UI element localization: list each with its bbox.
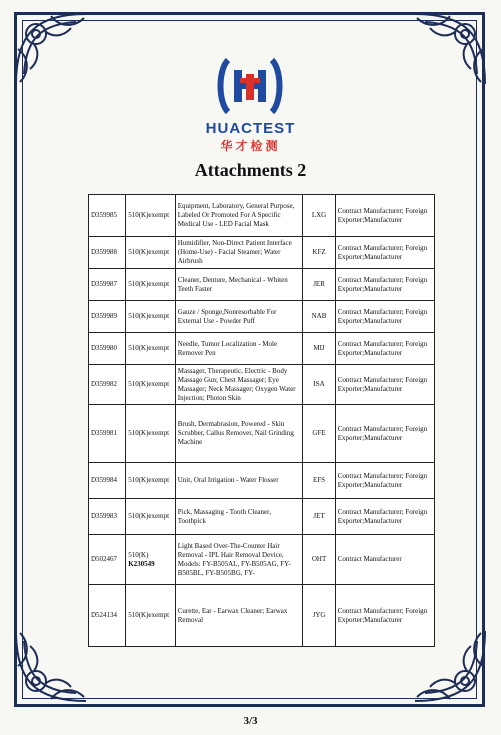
device-id-text: D359988 bbox=[91, 248, 118, 256]
device-id-text: D502467 bbox=[91, 555, 118, 563]
product-code-cell bbox=[303, 365, 335, 405]
exemption-cell bbox=[126, 365, 176, 405]
product-code-text: JYG bbox=[312, 611, 326, 619]
device-id-text: D359984 bbox=[91, 476, 118, 484]
product-code-text: KFZ bbox=[312, 248, 326, 256]
device-id-text: D359985 bbox=[91, 211, 118, 219]
exemption-cell bbox=[126, 237, 176, 269]
product-code-cell bbox=[303, 499, 335, 535]
device-description-text: Pick, Massaging - Tooth Cleaner, Toothpick bbox=[177, 507, 271, 525]
device-id-cell bbox=[89, 535, 126, 585]
product-code-cell bbox=[303, 463, 335, 499]
table-row bbox=[89, 585, 435, 647]
device-id-cell bbox=[89, 301, 126, 333]
exemption-cell bbox=[126, 499, 176, 535]
device-description-text: Humidifier, Non-Direct Patient Interface (Home-Use) - Facial Steamer; Water Airbrush bbox=[177, 239, 292, 265]
operation-role-text: Contract Manufacturer; Foreign Exporter;Manufacturer bbox=[337, 307, 428, 325]
exemption-text: 510(K)exempt bbox=[128, 312, 170, 320]
product-code-text: MIJ bbox=[313, 344, 325, 352]
device-description-cell bbox=[175, 269, 303, 301]
page-number: 3/3 bbox=[243, 715, 258, 727]
exemption-cell bbox=[126, 269, 176, 301]
exemption-cell bbox=[126, 195, 176, 237]
product-code-text: JET bbox=[313, 512, 325, 520]
operation-role-text: Contract Manufacturer; Foreign Exporter;Manufacturer bbox=[337, 507, 428, 525]
device-id-cell bbox=[89, 365, 126, 405]
device-id-cell bbox=[89, 499, 126, 535]
exemption-text: 510(K)exempt bbox=[128, 476, 170, 484]
operation-role-cell bbox=[335, 301, 434, 333]
product-code-cell bbox=[303, 585, 335, 647]
operation-role-cell bbox=[335, 405, 434, 463]
device-description-text: Light Based Over-The-Counter Hair Removal - IPL Hair Removal Device, Models: FY-B505AL, FY-B505AG, FY-B505BL, FY-B505BG, FY- bbox=[177, 541, 291, 577]
exemption-cell bbox=[126, 405, 176, 463]
operation-role-cell bbox=[335, 237, 434, 269]
device-description-cell bbox=[175, 499, 303, 535]
operation-role-cell bbox=[335, 269, 434, 301]
operation-role-cell bbox=[335, 333, 434, 365]
operation-role-text: Contract Manufacturer; Foreign Exporter;Manufacturer bbox=[337, 471, 428, 489]
device-id-cell bbox=[89, 195, 126, 237]
device-id-text: D359989 bbox=[91, 312, 118, 320]
device-description-text: Cleaner, Denture, Mechanical - Whiten Teeth Faster bbox=[177, 275, 288, 293]
table-row bbox=[89, 463, 435, 499]
table-row bbox=[89, 301, 435, 333]
operation-role-text: Contract Manufacturer; Foreign Exporter;Manufacturer bbox=[337, 243, 428, 261]
corner-ornament-top-left bbox=[6, 4, 116, 94]
device-id-cell bbox=[89, 237, 126, 269]
product-code-cell bbox=[303, 535, 335, 585]
exemption-cell bbox=[126, 463, 176, 499]
product-code-text: JER bbox=[313, 280, 325, 288]
table-row bbox=[89, 269, 435, 301]
exemption-cell bbox=[126, 333, 176, 365]
product-code-text: ISA bbox=[313, 380, 325, 388]
device-description-text: Massager, Therapeutic, Electric - Body Massage Gun; Chest Massager; Eye Massager; Neck Massager; Oxygen Water Injection; Photon Skin bbox=[177, 366, 296, 402]
device-id-text: D359981 bbox=[91, 429, 118, 437]
device-id-text: D359982 bbox=[91, 380, 118, 388]
operation-role-text: Contract Manufacturer; Foreign Exporter;Manufacturer bbox=[337, 275, 428, 293]
operation-role-cell bbox=[335, 499, 434, 535]
device-id-cell bbox=[89, 405, 126, 463]
product-code-cell bbox=[303, 269, 335, 301]
k-number-text: K230549 bbox=[128, 559, 155, 568]
product-code-text: OHT bbox=[311, 555, 327, 563]
device-description-text: Curette, Ear - Earwax Cleaner; Earwax Removal bbox=[177, 606, 288, 624]
device-id-text: D524134 bbox=[91, 611, 118, 619]
device-description-cell bbox=[175, 333, 303, 365]
page-title: Attachments 2 bbox=[194, 160, 307, 180]
table-row bbox=[89, 499, 435, 535]
exemption-text: 510(K)exempt bbox=[128, 512, 170, 520]
device-description-text: Gauze / Sponge,Nonresorbable For External Use - Powder Puff bbox=[177, 307, 277, 325]
corner-ornament-top-right bbox=[385, 4, 495, 94]
table-row bbox=[89, 333, 435, 365]
device-id-text: D359980 bbox=[91, 344, 118, 352]
exemption-cell bbox=[126, 535, 176, 585]
attachments-table bbox=[88, 194, 435, 647]
device-description-cell bbox=[175, 237, 303, 269]
device-description-cell bbox=[175, 365, 303, 405]
exemption-text: 510(K)exempt bbox=[128, 611, 170, 619]
exemption-cell bbox=[126, 585, 176, 647]
operation-role-text: Contract Manufacturer; Foreign Exporter;Manufacturer bbox=[337, 606, 428, 624]
product-code-cell bbox=[303, 405, 335, 463]
device-description-text: Unit, Oral Irrigation - Water Flosser bbox=[177, 476, 279, 484]
device-description-cell bbox=[175, 463, 303, 499]
table-row bbox=[89, 195, 435, 237]
device-description-cell bbox=[175, 405, 303, 463]
product-code-cell bbox=[303, 195, 335, 237]
table-row bbox=[89, 535, 435, 585]
exemption-text: 510(K)exempt bbox=[128, 280, 170, 288]
product-code-text: EFS bbox=[312, 476, 326, 484]
product-code-cell bbox=[303, 237, 335, 269]
exemption-text: 510(K)exempt bbox=[128, 344, 170, 352]
product-code-text: NAB bbox=[311, 312, 327, 320]
product-code-text: GFE bbox=[312, 429, 326, 437]
device-description-text: Equipment, Laboratory, General Purpose, Labeled Or Promoted For A Specific Medical Use - LED Facial Mask bbox=[177, 202, 295, 228]
device-id-text: D359983 bbox=[91, 512, 118, 520]
table-row bbox=[89, 237, 435, 269]
operation-role-text: Contract Manufacturer; Foreign Exporter;Manufacturer bbox=[337, 339, 428, 357]
exemption-text: 510(K)exempt bbox=[128, 380, 170, 388]
operation-role-cell bbox=[335, 365, 434, 405]
device-description-cell bbox=[175, 301, 303, 333]
device-id-cell bbox=[89, 269, 126, 301]
operation-role-cell bbox=[335, 195, 434, 237]
operation-role-cell bbox=[335, 585, 434, 647]
exemption-text: 510(K)exempt bbox=[128, 211, 170, 219]
brand-name-chinese: 华才检测 bbox=[220, 139, 281, 153]
table-row bbox=[89, 405, 435, 463]
brand-name: HUACTEST bbox=[205, 120, 296, 137]
table-row bbox=[89, 365, 435, 405]
product-code-text: LXG bbox=[311, 211, 327, 219]
exemption-text: 510(K) bbox=[128, 550, 149, 559]
operation-role-cell bbox=[335, 535, 434, 585]
operation-role-cell bbox=[335, 463, 434, 499]
device-id-cell bbox=[89, 585, 126, 647]
exemption-text: 510(K)exempt bbox=[128, 429, 170, 437]
device-description-text: Brush, Dermabrasion, Powered - Skin Scrubber, Callus Remover, Nail Grinding Machine bbox=[177, 420, 294, 446]
product-code-cell bbox=[303, 333, 335, 365]
operation-role-text: Contract Manufacturer; Foreign Exporter;Manufacturer bbox=[337, 206, 428, 224]
operation-role-text: Contract Manufacturer; Foreign Exporter;Manufacturer bbox=[337, 375, 428, 393]
device-description-cell bbox=[175, 195, 303, 237]
product-code-cell bbox=[303, 301, 335, 333]
operation-role-text: Contract Manufacturer bbox=[337, 555, 402, 563]
exemption-cell bbox=[126, 301, 176, 333]
exemption-text: 510(K)exempt bbox=[128, 248, 170, 256]
device-description-text: Needle, Tumor Localization - Mole Remover Pen bbox=[177, 339, 278, 357]
huactest-logo-icon bbox=[214, 56, 286, 116]
device-description-cell bbox=[175, 535, 303, 585]
operation-role-text: Contract Manufacturer; Foreign Exporter;Manufacturer bbox=[337, 424, 428, 442]
device-description-cell bbox=[175, 585, 303, 647]
device-id-cell bbox=[89, 463, 126, 499]
device-id-cell bbox=[89, 333, 126, 365]
device-id-text: D359987 bbox=[91, 280, 118, 288]
